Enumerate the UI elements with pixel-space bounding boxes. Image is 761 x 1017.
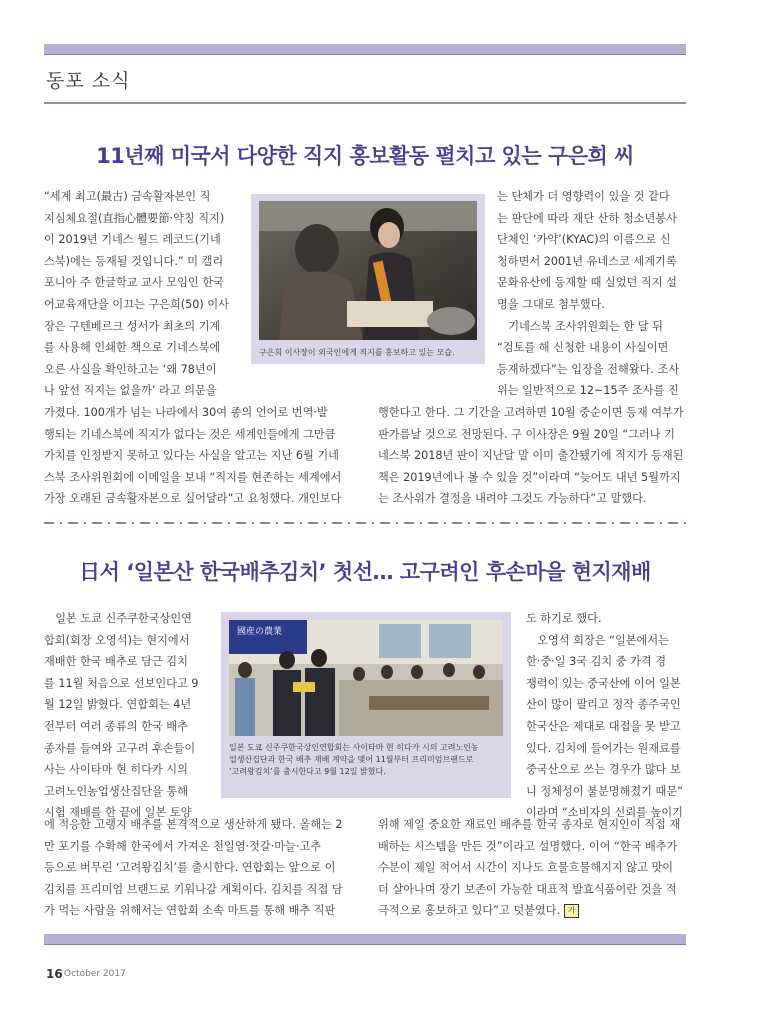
text-line: 배하는 시스템을 만든 것”이라고 설명했다. 이어 “한국 배추가: [378, 839, 678, 853]
article1-right-wide-column: [378, 402, 686, 510]
text-line: 는 판단에 따라 재단 산하 청소년봉사: [497, 211, 677, 225]
text-line: 등재하겠다”는 입장을 전해왔다. 조사: [497, 362, 680, 376]
text-line: 만 포기를 수확해 한국에서 가져온 천일염·젓갈·마늘·고추: [44, 839, 322, 853]
article1-right-column: [497, 186, 686, 402]
caption-line: 일본 도쿄 신주쿠한국상인연합회는 사이타마 현 히다카 시의 고려노인농: [229, 743, 479, 752]
text-line: 종자를 들여와 고구려 후손들이: [44, 741, 196, 755]
text-line: 네스북 2018년 판이 지난달 말 이미 출간됐기에 직지가 등재된: [378, 449, 684, 463]
text-line: 한국산은 제대로 대접을 못 받고: [526, 719, 681, 733]
text-line: 스북)에는 등재될 것입니다.” 미 캘리: [44, 254, 224, 268]
article2-photo-caption: [229, 742, 479, 778]
text-line: 에 적응한 고랭지 배추를 본격적으로 생산하게 됐다. 올해는 2: [44, 818, 343, 831]
text-line: 더 살아나며 장기 보존이 가능한 대표적 발효식품이란 것을 적: [378, 882, 677, 896]
article1-photo-image: [259, 201, 477, 340]
text-line: 가졌다. 100개가 넘는 나라에서 30여 종의 언어로 번역·발: [44, 406, 328, 419]
text-line: 스북 조사위원회에 이메일을 보내 “직지를 현존하는 세계에서: [44, 470, 342, 484]
text-line: 기네스북 조사위원회는 한 달 뒤: [497, 319, 663, 333]
text-line: 행되는 기네스북에 직지가 없다는 것은 세계인들에게 그만큼: [44, 427, 336, 441]
text-line: 를 사용해 인쇄한 책으로 기네스북에: [44, 341, 221, 355]
text-line: 단체인 ‘카약’(KYAC)의 이름으로 신: [497, 233, 671, 247]
end-mark-icon: 가: [564, 904, 579, 918]
text-line: 합회(회장 오영석)는 현지에서: [44, 633, 190, 647]
text-line: 청하면서 2001년 유네스코 세계기록: [497, 254, 677, 268]
text-line: 사는 사이타마 현 히다카 시의: [44, 763, 188, 777]
text-line: 는 조사위가 결정을 내려야 그것도 가능하다”고 말했다.: [378, 492, 647, 506]
bottom-bar-underline: [44, 944, 686, 945]
text-line: 한·중·일 3국 김치 중 가격 경: [526, 655, 667, 669]
article1-left-column: [44, 186, 236, 402]
text-line: 전부터 여러 종류의 한국 배추: [44, 719, 188, 733]
article1-photo-caption: 구은희 이사장이 외국인에게 직지를 홍보하고 있는 모습.: [259, 348, 455, 357]
article-separator: [44, 522, 686, 524]
text-line: 명을 그대로 첨부했다.: [497, 297, 605, 311]
article2-right-column: [526, 608, 686, 824]
top-bar-underline: [44, 54, 686, 55]
text-line: 니 정체성이 불분명해졌기 때문”: [526, 784, 683, 798]
text-line: 나 앞선 직지는 없을까’ 라고 의문을: [44, 384, 217, 398]
section-title: 동포 소식: [46, 70, 131, 92]
text-line: 이 2019년 기네스 월드 레코드(기네: [44, 233, 221, 247]
text-line: 가 먹는 사람을 위해서는 연합회 소속 마트를 통해 배추 직판: [44, 904, 336, 918]
text-line: 고려노인농업생산집단을 통해: [44, 784, 189, 798]
article1-photo: [259, 201, 477, 340]
text-line: 는 단체가 더 영향력이 있을 것 같다: [497, 190, 670, 203]
bottom-decorative-bar: [44, 934, 686, 944]
text-line: 위는 일반적으로 12~15주 조사를 진: [497, 384, 679, 398]
text-line: 가치를 인정받지 못하고 있다는 사실을 알고는 지난 6월 기네: [44, 449, 339, 463]
article2-left-wide-column: [44, 814, 360, 922]
text-line: 가장 오래된 금속활자본으로 실어달라”고 요청했다. 개인보다: [44, 492, 342, 506]
text-line: 행한다고 한다. 그 기간을 고려하면 10월 중순이면 등재 여부가: [378, 406, 684, 419]
text-line: 책은 2019년에나 볼 수 있을 것”이라며 “늦어도 내년 5월까지: [378, 470, 681, 484]
text-line: 등으로 버무린 ‘고려왕김치’를 출시한다. 연합회는 앞으로 이: [44, 861, 336, 875]
text-line: 도 하기로 했다.: [526, 612, 602, 625]
text-line: 이라며 “소비자의 신뢰를 높이기: [526, 806, 683, 820]
text-line: 지심체요절(直指心體要節·약칭 직지): [44, 211, 225, 225]
caption-line: 업생산집단과 한국 배추 재배 계약을 맺어 11월부터 프리미엄브랜드로: [229, 755, 474, 764]
text-line: 위해 제일 중요한 재료인 배추를 한국 종자로 현지인이 직접 재: [378, 818, 681, 831]
text-line: 쟁력이 있는 중국산에 이어 일본: [526, 676, 681, 690]
issue-date: October 2017: [64, 969, 126, 979]
article1-left-wide-column: [44, 402, 360, 510]
text-line: 장은 구텐베르크 성서가 최초의 기계: [44, 319, 221, 333]
article2-headline: 日서 ‘일본산 한국배추김치’ 첫선… 고구려인 후손마을 현지재배: [79, 560, 651, 584]
text-line: 오영석 회장은 “일본에서는: [526, 633, 669, 647]
text-line: 중국산으로 쓰는 경우가 많다 보: [526, 763, 681, 777]
text-line: 있다. 김치에 들어가는 원재료를: [526, 741, 681, 755]
photo-banner-text: 國産の農業: [237, 627, 283, 637]
text-line: 김치를 프리미엄 브랜드로 키워나갈 계획이다. 김치를 직접 담: [44, 882, 343, 896]
section-rule: [44, 102, 686, 104]
text-line: 문화유산에 등재할 때 실었던 직지 설: [497, 276, 677, 290]
text-line: 재배한 한국 배추로 담근 김치: [44, 655, 188, 669]
article2-photo-image: [229, 620, 503, 736]
text-line: 를 11월 처음으로 선보인다고 9: [44, 676, 199, 690]
article1-headline: 11년째 미국서 다양한 직지 홍보활동 펼치고 있는 구은희 씨: [96, 144, 634, 168]
text-line: 월 12일 밝혔다. 연합회는 4년: [44, 698, 192, 712]
text-line: “검토를 해 신청한 내용이 사실이면: [497, 341, 669, 355]
page-number: 16: [46, 967, 63, 981]
caption-line: ‘고려왕김치’를 출시한다고 9월 12일 밝혔다.: [229, 767, 386, 776]
text-line: “세계 최고(最古) 금속활자본인 직: [44, 190, 211, 203]
text-line: 시험 재배를 한 끝에 일본 토양: [44, 806, 192, 820]
text-line: 산이 많이 팔리고 정작 종주국인: [526, 698, 681, 712]
article2-right-wide-column: [378, 814, 686, 922]
article2-photo: [229, 620, 503, 736]
text-line: 판가름날 것으로 전망된다. 구 이사장은 9월 20일 “그러나 기: [378, 427, 675, 441]
text-line: 포니아 주 한글학교 교사 모임인 한국: [44, 276, 224, 290]
text-line: 오른 사실을 확인하고는 ‘왜 78년이: [44, 362, 217, 376]
text-line: 어교육재단을 이끄는 구은희(50) 이사: [44, 297, 229, 311]
text-line: 일본 도쿄 신주쿠한국상인연: [44, 612, 192, 625]
top-decorative-bar: [44, 44, 686, 54]
text-line: 극적으로 홍보하고 있다”고 덧붙였다. 가: [378, 900, 686, 922]
article2-left-column: [44, 608, 202, 824]
text-line: 수분이 제일 적어서 시간이 지나도 흐물흐물해지지 않고 맛이: [378, 861, 674, 875]
